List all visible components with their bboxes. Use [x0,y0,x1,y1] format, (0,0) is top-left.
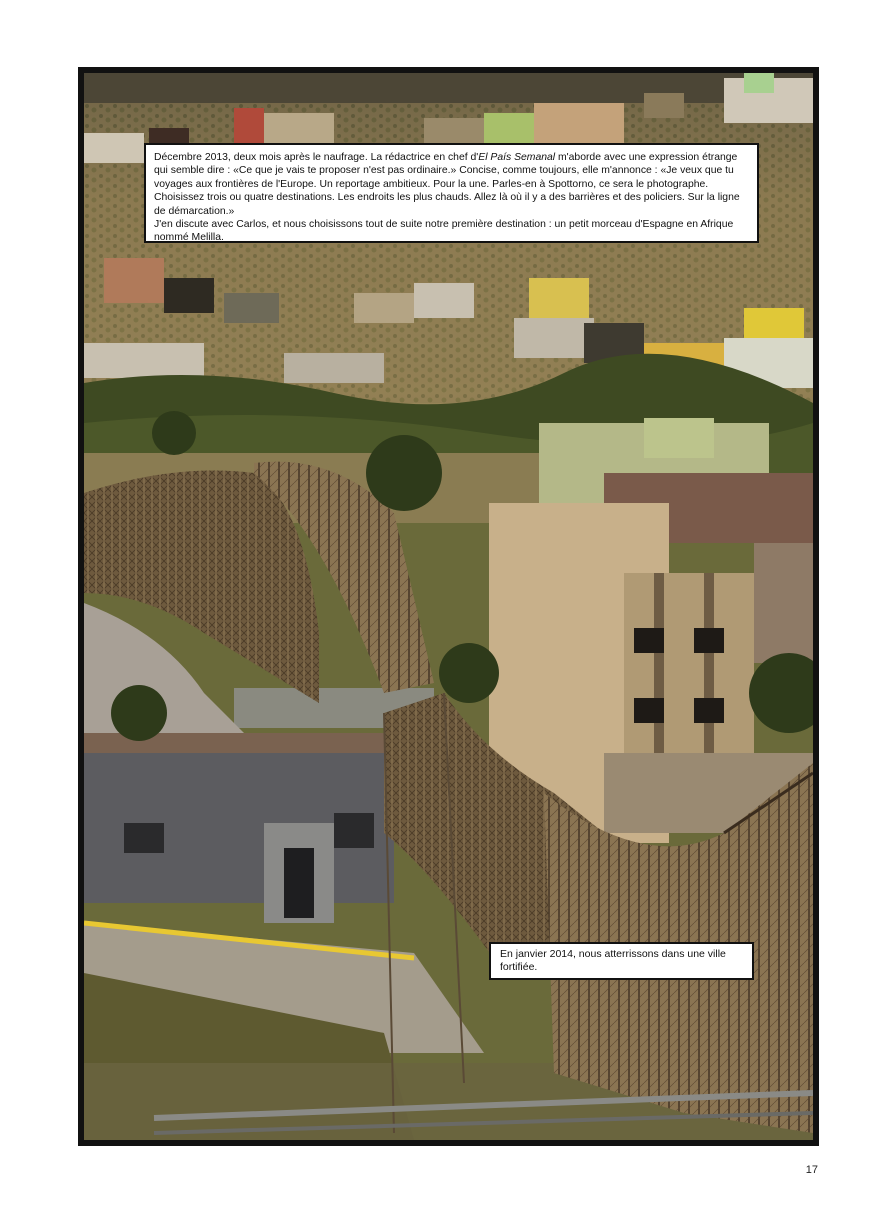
narration-box-arrival [489,942,754,980]
photo-panel [78,67,819,1146]
magazine-name: El País Semanal [478,152,556,163]
intro-part2: m'aborde avec une expression étrange qui semble dire : «Ce que je vais te proposer n'est pas ordinaire.» Concise, comme toujours, elle m'annonce : «Je veux que tu voyages aux frontières de l'Europe. Un reportage ambitieux. Pour la une. Parles-en à Spottorno, ce sera le photographe. Choisissez trois ou quatre destinations. Les endroits les plus chauds. Allez là où il y a des barrières et des policiers. Sur la ligne de démarcation.» [154,152,740,217]
narration-box-intro [144,143,759,243]
intro-line2: J'en discute avec Carlos, et nous choisissons tout de suite notre première destination : un petit morceau d'Espagne en Afrique nommé Melilla. [154,219,734,244]
page-number: 17 [805,1164,818,1176]
intro-part1: Décembre 2013, deux mois après le naufrage. La rédactrice en chef d' [154,152,479,163]
arrival-text: En janvier 2014, nous atterrissons dans une ville fortifiée. [500,947,726,973]
intro-text [154,151,749,218]
